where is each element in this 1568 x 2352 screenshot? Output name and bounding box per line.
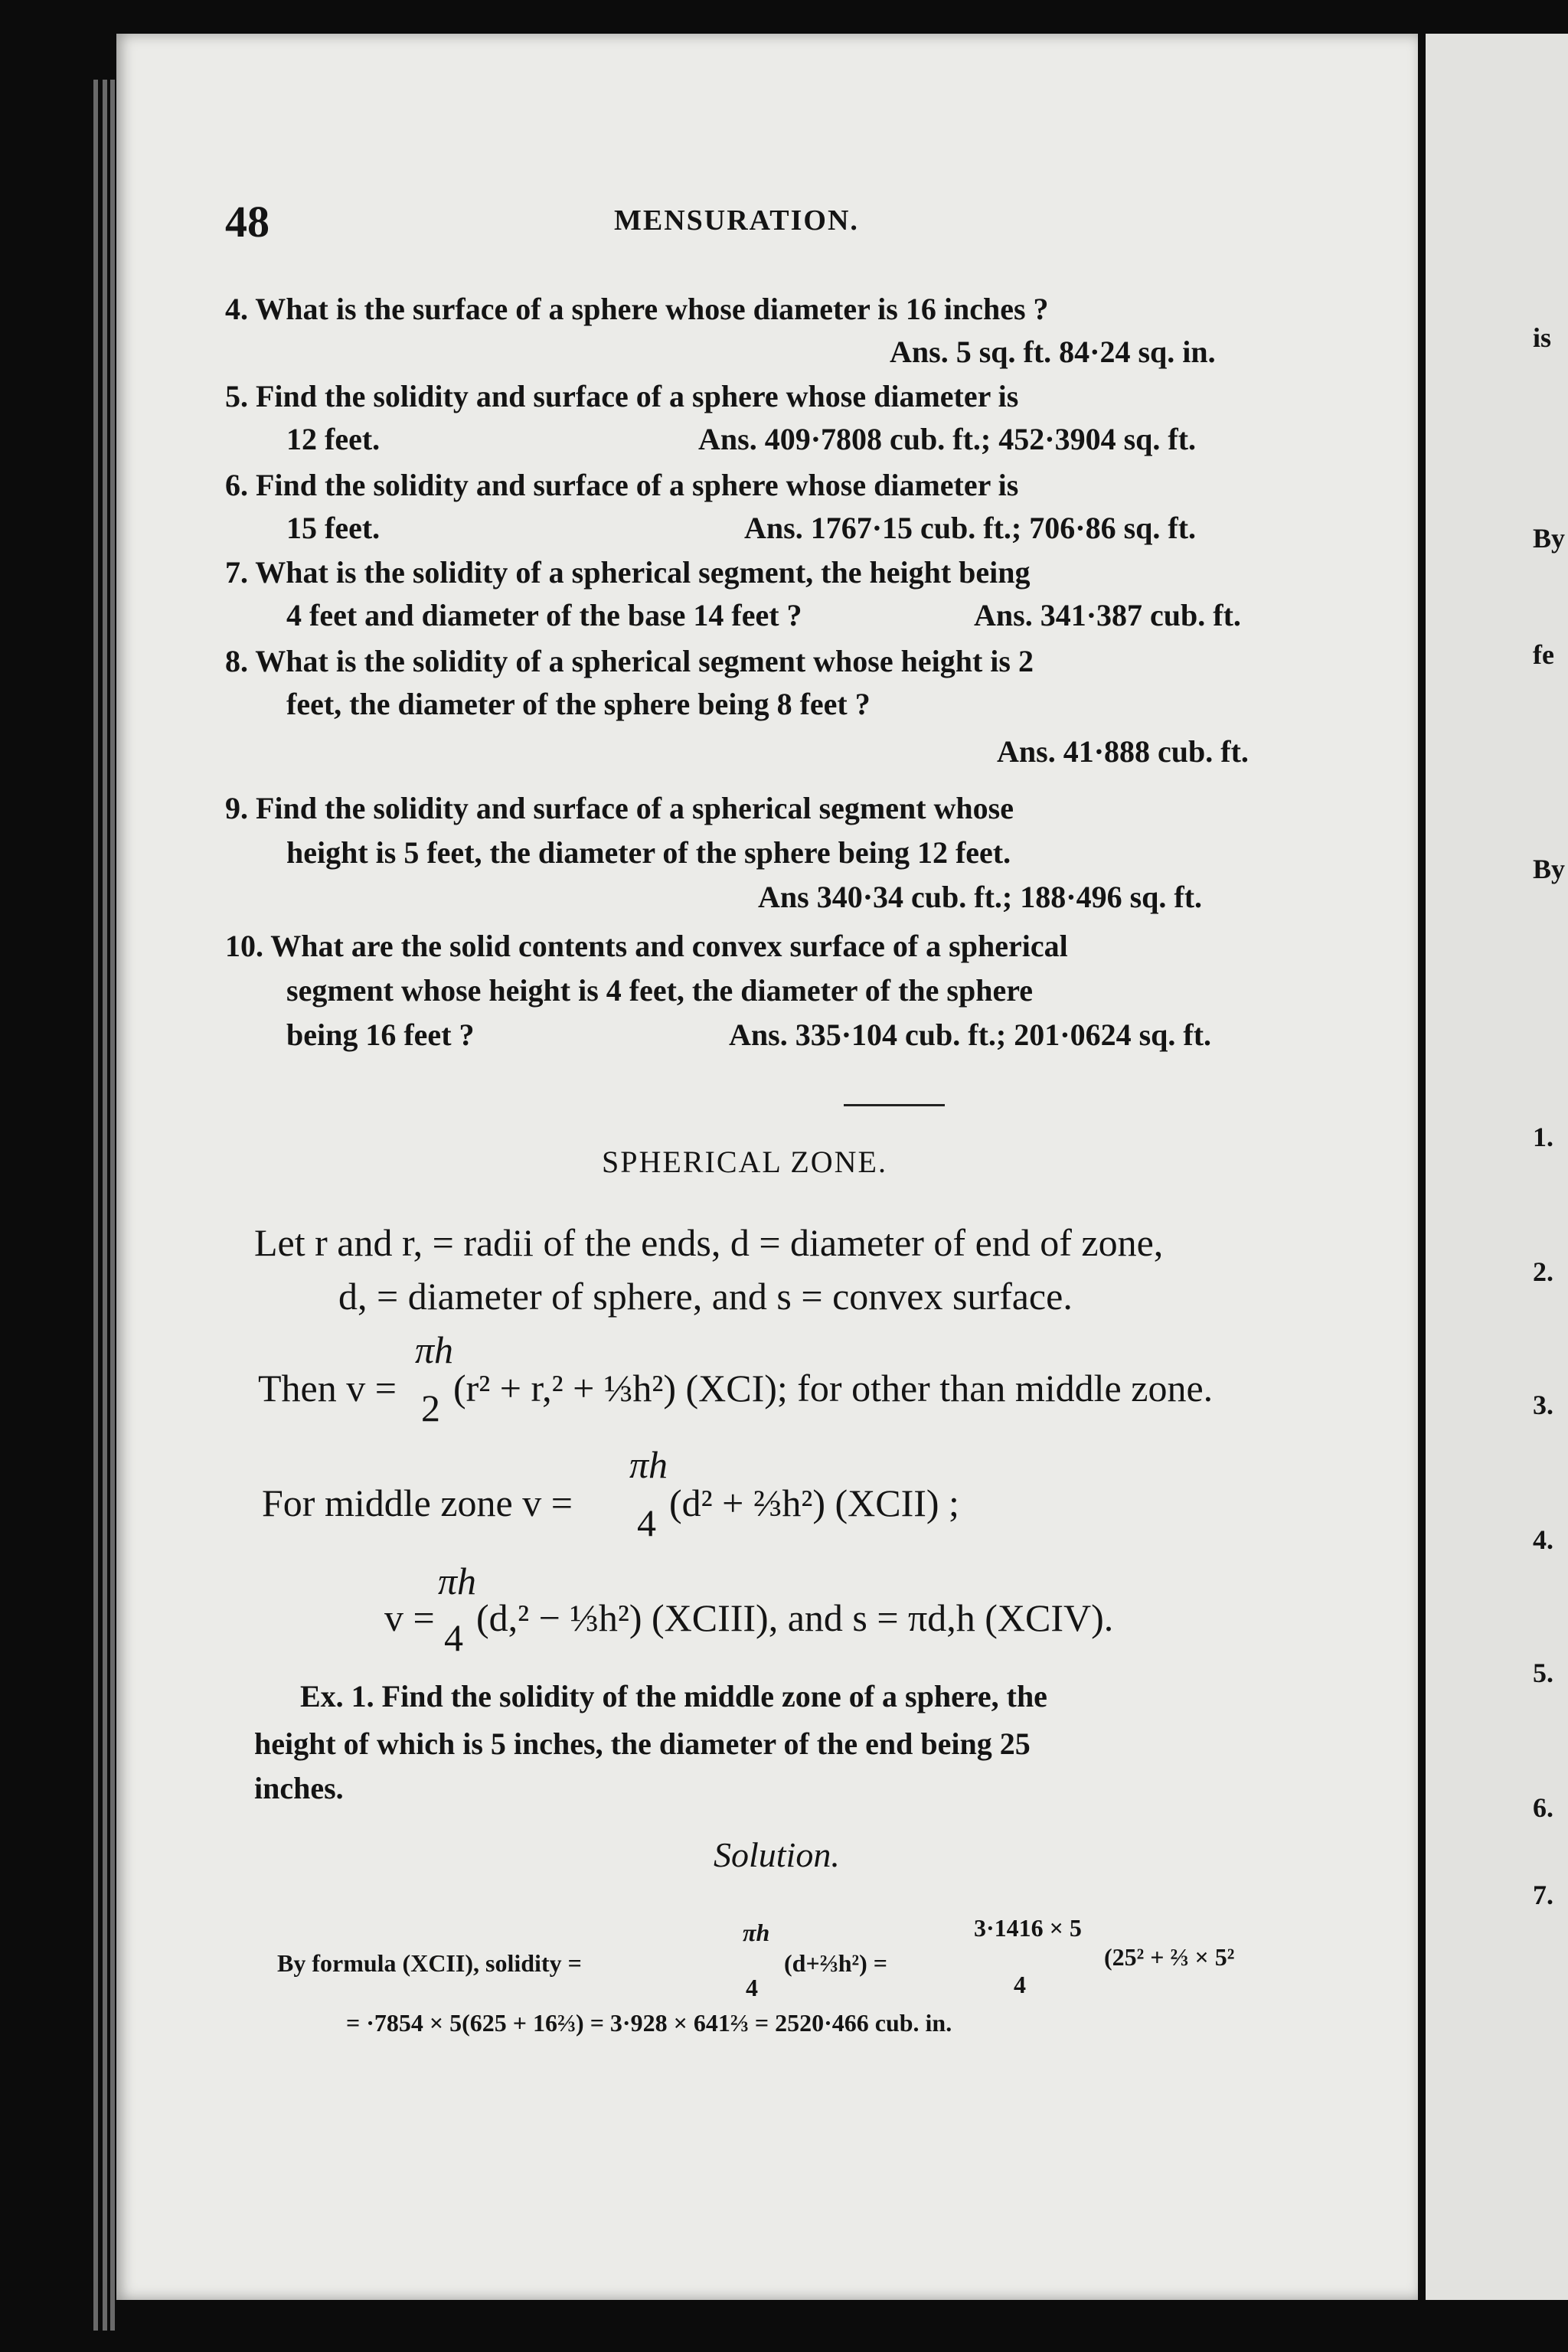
problem-10: 10. What are the solid contents and convex surface of a spherical bbox=[225, 929, 1068, 963]
answer-4: Ans. 5 sq. ft. 84·24 sq. in. bbox=[890, 335, 1216, 369]
answer-10: Ans. 335·104 cub. ft.; 201·0624 sq. ft. bbox=[729, 1018, 1212, 1052]
page-edge bbox=[110, 80, 115, 2331]
formula-xci-body: (r² + r,² + ⅓h²) (XCI); for other than middle zone. bbox=[453, 1367, 1214, 1410]
definition-line-2: d, = diameter of sphere, and s = convex surface. bbox=[338, 1275, 1073, 1318]
next-page-margin bbox=[1426, 34, 1568, 2300]
formula-xciii-denominator: 4 bbox=[444, 1616, 463, 1659]
problem-6: 6. Find the solidity and surface of a sphere whose diameter is bbox=[225, 468, 1019, 502]
page-edge bbox=[103, 80, 107, 2331]
margin-text: fe bbox=[1533, 639, 1554, 670]
problem-8: 8. What is the solidity of a spherical segment whose height is 2 bbox=[225, 644, 1034, 678]
problem-10-cont: segment whose height is 4 feet, the diameter of the sphere bbox=[286, 973, 1034, 1008]
answer-6: Ans. 1767·15 cub. ft.; 706·86 sq. ft. bbox=[744, 511, 1197, 545]
margin-text: 7. bbox=[1533, 1880, 1553, 1910]
formula-xciii-lead: v = bbox=[384, 1596, 435, 1639]
example-line-2: height of which is 5 inches, the diameter of the end being 25 bbox=[254, 1726, 1031, 1761]
margin-text: By bbox=[1533, 523, 1566, 554]
problem-10-cont2: being 16 feet ? bbox=[286, 1018, 475, 1052]
margin-text: 6. bbox=[1533, 1792, 1553, 1823]
margin-text: By bbox=[1533, 854, 1566, 884]
solution-frac2-den: 4 bbox=[1014, 1971, 1026, 1998]
formula-xci-numerator: πh bbox=[415, 1328, 454, 1371]
problem-7: 7. What is the solidity of a spherical segment, the height being bbox=[225, 555, 1031, 590]
page-edge bbox=[93, 80, 98, 2331]
example-line-3: inches. bbox=[254, 1771, 344, 1805]
example-line-1: Ex. 1. Find the solidity of the middle zone of a sphere, the bbox=[300, 1679, 1047, 1713]
solution-line-1b: (d+⅔h²) = bbox=[784, 1949, 887, 1977]
answer-8: Ans. 41·888 cub. ft. bbox=[997, 734, 1249, 769]
section-title: SPHERICAL ZONE. bbox=[602, 1145, 887, 1179]
formula-xci-lead: Then v = bbox=[258, 1367, 397, 1410]
margin-text: 1. bbox=[1533, 1122, 1553, 1152]
page-number: 48 bbox=[225, 197, 270, 247]
formula-xcii-denominator: 4 bbox=[637, 1501, 656, 1544]
problem-5-cont: 12 feet. bbox=[286, 422, 381, 456]
solution-heading: Solution. bbox=[714, 1835, 840, 1874]
margin-text: 5. bbox=[1533, 1658, 1553, 1688]
margin-text: 2. bbox=[1533, 1256, 1553, 1287]
solution-line-1c: (25² + ⅔ × 5² bbox=[1104, 1943, 1235, 1971]
problem-4: 4. What is the surface of a sphere whose diameter is 16 inches ? bbox=[225, 292, 1049, 326]
formula-xciii-numerator: πh bbox=[438, 1560, 477, 1602]
answer-9: Ans 340·34 cub. ft.; 188·496 sq. ft. bbox=[758, 880, 1203, 914]
problem-9: 9. Find the solidity and surface of a spherical segment whose bbox=[225, 791, 1014, 825]
definition-line-1: Let r and r, = radii of the ends, d = diameter of end of zone, bbox=[254, 1221, 1164, 1264]
solution-line-2: = ·7854 × 5(625 + 16⅔) = 3·928 × 641⅔ = 2520·466 cub. in. bbox=[346, 2009, 952, 2037]
formula-xci-denominator: 2 bbox=[421, 1387, 440, 1429]
answer-5: Ans. 409·7808 cub. ft.; 452·3904 sq. ft. bbox=[698, 422, 1197, 456]
solution-frac-num: πh bbox=[743, 1919, 770, 1946]
problem-9-cont: height is 5 feet, the diameter of the sphere being 12 feet. bbox=[286, 835, 1011, 870]
book-page bbox=[116, 34, 1418, 2300]
solution-frac2-num: 3·1416 × 5 bbox=[974, 1914, 1082, 1942]
problem-6-cont: 15 feet. bbox=[286, 511, 381, 545]
solution-frac-den: 4 bbox=[746, 1974, 758, 2001]
section-divider bbox=[844, 1104, 945, 1106]
formula-xcii-body: (d² + ⅔h²) (XCII) ; bbox=[669, 1481, 959, 1524]
formula-xcii-lead: For middle zone v = bbox=[262, 1481, 573, 1524]
solution-line-1a: By formula (XCII), solidity = bbox=[277, 1949, 582, 1977]
margin-text: is bbox=[1533, 322, 1552, 353]
formula-xcii-numerator: πh bbox=[629, 1443, 668, 1486]
page-title: MENSURATION. bbox=[614, 204, 859, 237]
answer-7: Ans. 341·387 cub. ft. bbox=[974, 598, 1241, 632]
margin-text: 4. bbox=[1533, 1524, 1553, 1555]
margin-text: 3. bbox=[1533, 1390, 1553, 1420]
problem-5: 5. Find the solidity and surface of a sphere whose diameter is bbox=[225, 379, 1019, 413]
problem-8-cont: feet, the diameter of the sphere being 8 feet ? bbox=[286, 687, 871, 721]
formula-xciii-body: (d,² − ⅓h²) (XCIII), and s = πd,h (XCIV). bbox=[476, 1596, 1114, 1639]
problem-7-cont: 4 feet and diameter of the base 14 feet ? bbox=[286, 598, 802, 632]
